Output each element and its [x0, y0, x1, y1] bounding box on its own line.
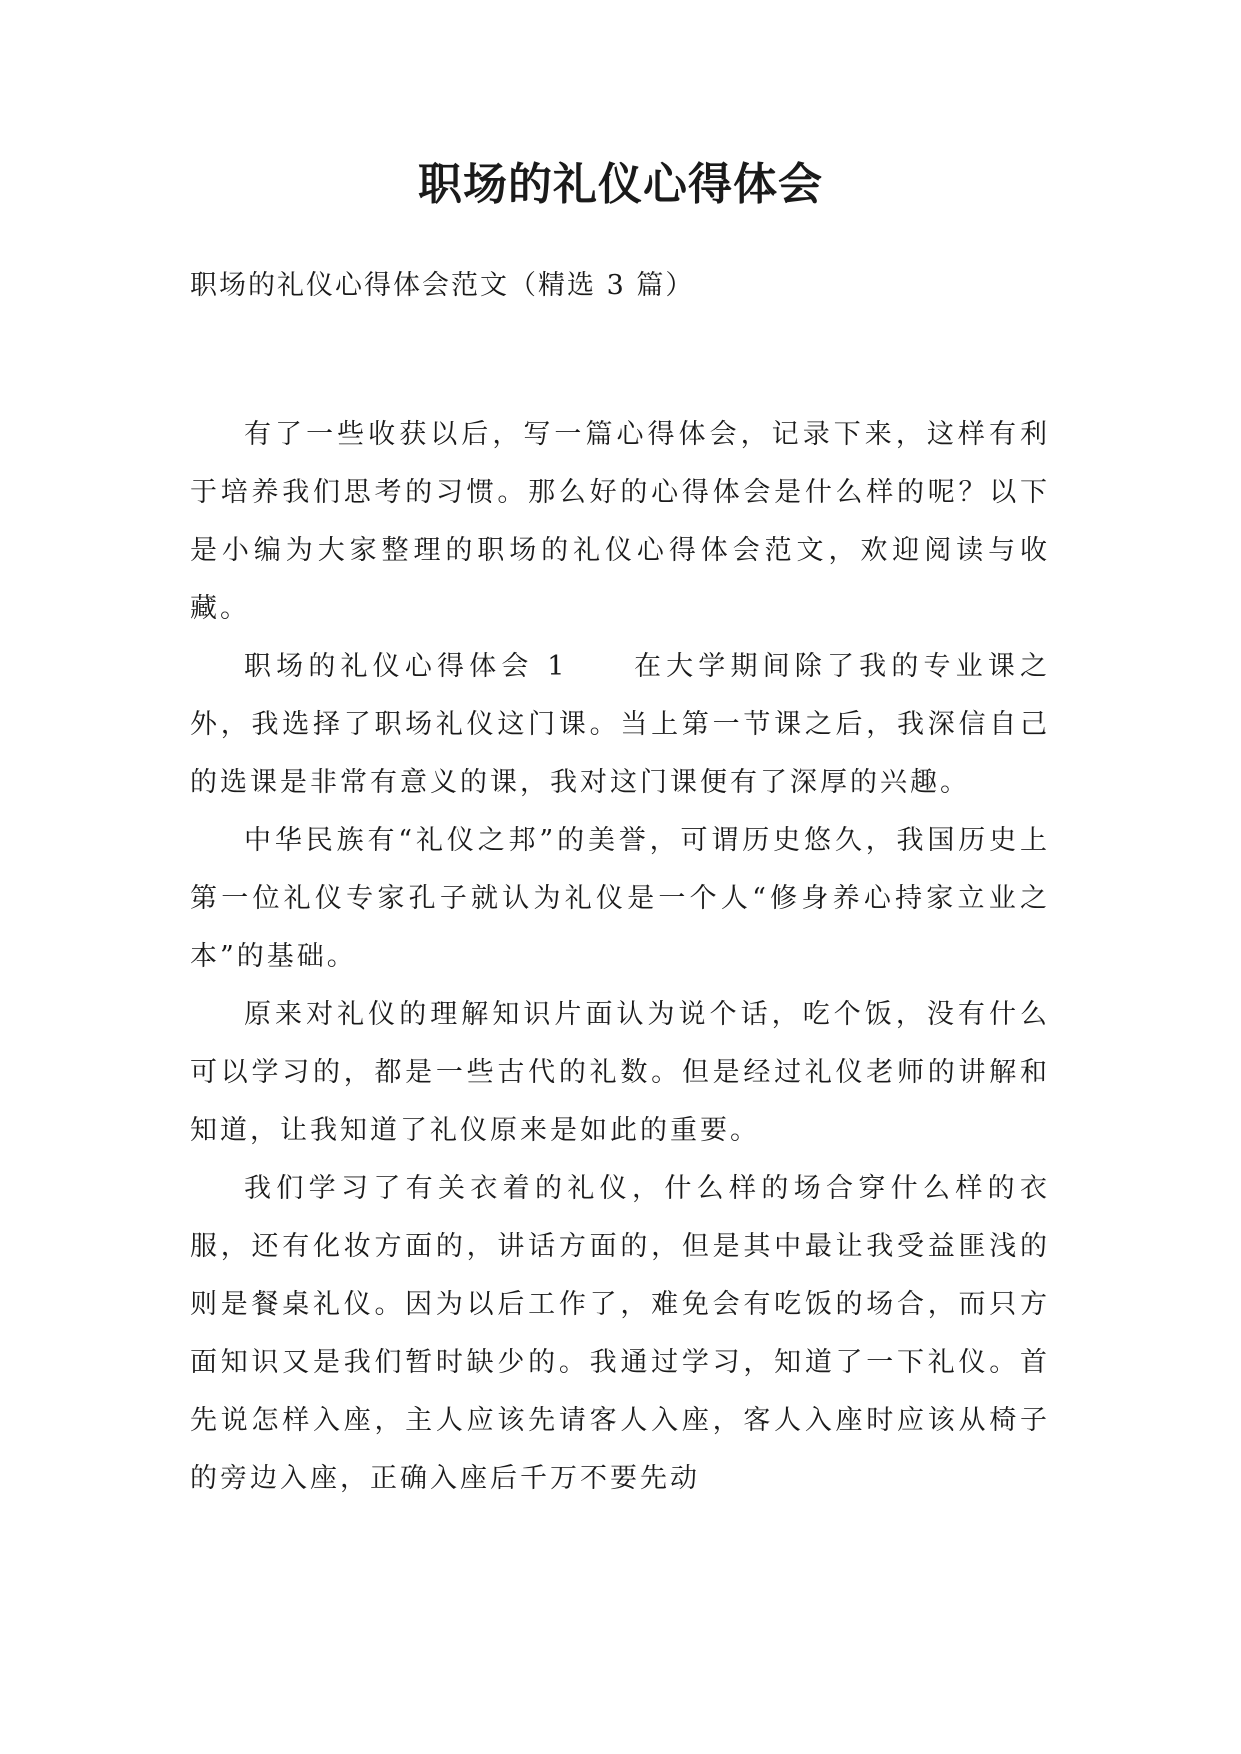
paragraph: 职场的礼仪心得体会 1 在大学期间除了我的专业课之外，我选择了职场礼仪这门课。当上第一节课之后，我深信自己的选课是非常有意义的课，我对这门课便有了深厚的兴趣。	[190, 651, 1050, 798]
document-body	[190, 406, 1050, 1508]
paragraph: 我们学习了有关衣着的礼仪，什么样的场合穿什么样的衣服，还有化妆方面的，讲话方面的，但是其中最让我受益匪浅的则是餐桌礼仪。因为以后工作了，难免会有吃饭的场合，而只方面知识又是我们暂时缺少的。我通过学习，知道了一下礼仪。首先说怎样入座，主人应该先请客人入座，客人入座时应该从椅子的旁边入座，正确入座后千万不要先动	[190, 1173, 1050, 1494]
paragraph: 原来对礼仪的理解知识片面认为说个话，吃个饭，没有什么可以学习的，都是一些古代的礼数。但是经过礼仪老师的讲解和知道，让我知道了礼仪原来是如此的重要。	[190, 999, 1050, 1146]
paragraph: 中华民族有“礼仪之邦”的美誉，可谓历史悠久，我国历史上第一位礼仪专家孔子就认为礼仪是一个人“修身养心持家立业之本”的基础。	[190, 825, 1050, 972]
document-subtitle: 职场的礼仪心得体会范文（精选 3 篇）	[190, 270, 695, 301]
document-title: 职场的礼仪心得体会	[418, 159, 823, 210]
paragraph: 有了一些收获以后，写一篇心得体会，记录下来，这样有利于培养我们思考的习惯。那么好的心得体会是什么样的呢？以下是小编为大家整理的职场的礼仪心得体会范文，欢迎阅读与收藏。	[190, 419, 1050, 624]
